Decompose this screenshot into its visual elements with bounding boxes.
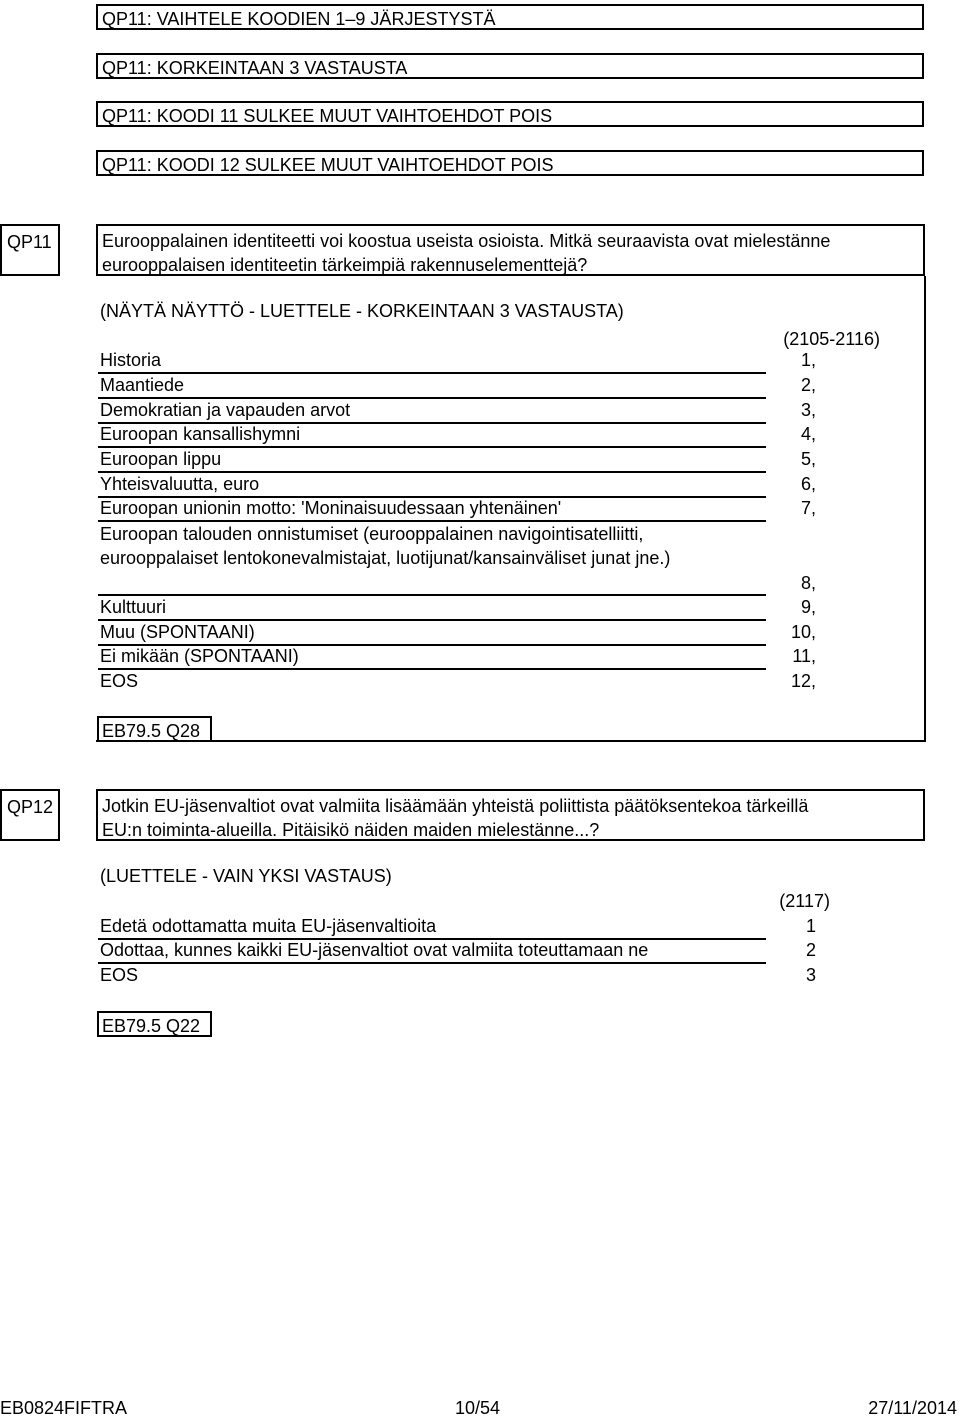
- option-underline: [98, 471, 766, 473]
- question-line-1: Jotkin EU-jäsenvaltiot ovat valmiita lisäämään yhteistä poliittista päätöksentekoa tärkeillä: [102, 796, 809, 816]
- qp11-instruction: (NÄYTÄ NÄYTTÖ - LUETTELE - KORKEINTAAN 3 VASTAUSTA): [100, 301, 624, 321]
- qp11-right-border: [924, 276, 926, 742]
- option-label: Euroopan unionin motto: 'Moninaisuudessaan yhtenäinen': [100, 498, 562, 518]
- question-line-1: Eurooppalainen identiteetti voi koostua useista osioista. Mitkä seuraavista ovat mielestänne: [102, 231, 831, 251]
- option-code: 6,: [800, 474, 816, 494]
- option-code: 3: [805, 965, 816, 985]
- option-underline: [98, 446, 766, 448]
- footer-doc-id: EB0824FIFTRA: [0, 1398, 128, 1418]
- option-label: Kulttuuri: [100, 597, 167, 617]
- qp11-bottom-border: [96, 740, 926, 742]
- option-label: Ei mikään (SPONTAANI): [100, 646, 299, 666]
- question-line-2: eurooppalaisen identiteetin tärkeimpiä rakennuselementtejä?: [102, 255, 588, 275]
- instruction-box-1: [96, 4, 924, 30]
- option-label: Muu (SPONTAANI): [100, 622, 255, 642]
- option-label: Euroopan lippu: [100, 449, 222, 469]
- option-label: EOS: [100, 965, 139, 985]
- qp12-instruction: (LUETTELE - VAIN YKSI VASTAUS): [100, 866, 392, 886]
- question-text: [102, 794, 917, 842]
- qp12-source-box: [97, 1011, 212, 1037]
- option-label: Edetä odottamatta muita EU-jäsenvaltioita: [100, 916, 437, 936]
- instruction-box-4: [96, 150, 924, 176]
- option-underline: [98, 668, 766, 670]
- option-code: 1,: [800, 350, 816, 370]
- qp12-question-box: [96, 789, 925, 841]
- option-label: Yhteisvaluutta, euro: [100, 474, 260, 494]
- qp12-code-range: (2117): [779, 891, 830, 911]
- option-underline: [98, 372, 766, 374]
- source-reference: EB79.5 Q28: [102, 721, 201, 741]
- instruction-text: QP11: VAIHTELE KOODIEN 1–9 JÄRJESTYSTÄ: [102, 9, 496, 29]
- option-code: 2,: [800, 375, 816, 395]
- question-label: QP11: [7, 232, 52, 252]
- option-label-line-2: eurooppalaiset lentokonevalmistajat, luotijunat/kansainväliset junat jne.): [100, 548, 671, 568]
- footer-date: 27/11/2014: [868, 1398, 957, 1418]
- qp11-question-box: [96, 224, 925, 276]
- option-code: 5,: [800, 449, 816, 469]
- option-underline: [98, 619, 766, 621]
- footer-page-number: 10/54: [455, 1398, 501, 1418]
- option-underline: [98, 594, 766, 596]
- option-code: 3,: [800, 400, 816, 420]
- instruction-text: QP11: KORKEINTAAN 3 VASTAUSTA: [102, 58, 408, 78]
- qp11-label-box: [0, 224, 60, 276]
- option-code: 7,: [800, 498, 816, 518]
- qp11-code-range: (2105-2116): [783, 329, 880, 349]
- option-label: Euroopan kansallishymni: [100, 424, 301, 444]
- option-code: 2: [805, 940, 816, 960]
- option-code: 11,: [792, 646, 816, 666]
- option-label: Maantiede: [100, 375, 185, 395]
- option-label: Demokratian ja vapauden arvot: [100, 400, 351, 420]
- option-code: 1: [805, 916, 816, 936]
- qp11-source-box: [97, 716, 212, 742]
- instruction-text: QP11: KOODI 12 SULKEE MUUT VAIHTOEHDOT POIS: [102, 155, 554, 175]
- option-label: EOS: [100, 671, 139, 691]
- option-label: Historia: [100, 350, 162, 370]
- option-label: Odottaa, kunnes kaikki EU-jäsenvaltiot ovat valmiita toteuttamaan ne: [100, 940, 649, 960]
- instruction-text: QP11: KOODI 11 SULKEE MUUT VAIHTOEHDOT POIS: [102, 106, 553, 126]
- question-text: [102, 229, 917, 277]
- option-code: 12,: [790, 671, 816, 691]
- option-label: Euroopan talouden onnistumiset (eurooppalainen navigointisatelliitti,: [100, 524, 644, 544]
- option-underline: [98, 962, 766, 964]
- instruction-box-3: [96, 101, 924, 127]
- question-line-2: EU:n toiminta-alueilla. Pitäisikö näiden maiden mielestänne...?: [102, 820, 600, 840]
- option-code: 10,: [790, 622, 816, 642]
- option-code: 4,: [800, 424, 816, 444]
- source-reference: EB79.5 Q22: [102, 1016, 201, 1036]
- question-label: QP12: [7, 797, 54, 817]
- option-underline: [98, 397, 766, 399]
- qp12-label-box: [0, 789, 60, 841]
- instruction-box-2: [96, 53, 924, 79]
- option-underline: [98, 520, 766, 522]
- option-code: 9,: [800, 597, 816, 617]
- option-code: 8,: [800, 573, 816, 593]
